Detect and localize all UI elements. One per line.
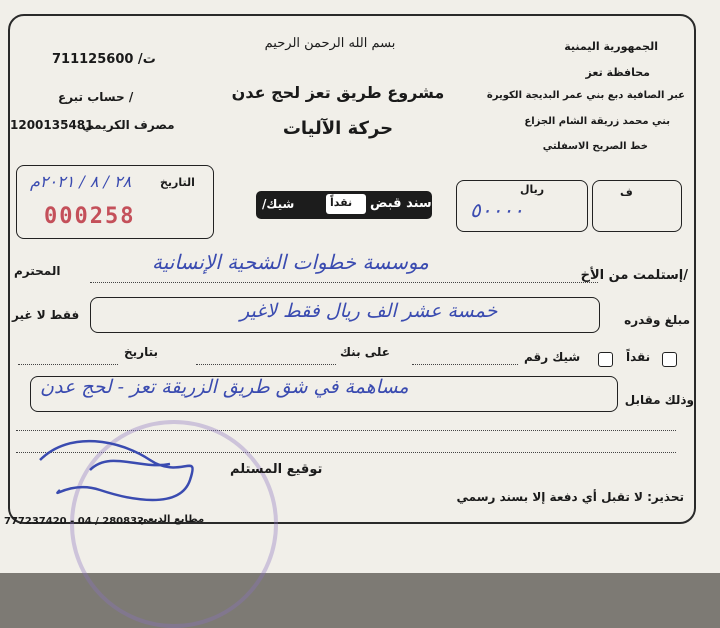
serial-number: 000258	[44, 204, 136, 229]
warning-text: تحذير: لا تقبل أي دفعة إلا بسند رسمي	[456, 490, 684, 504]
country-name: الجمهورية اليمنية	[564, 40, 658, 53]
account-number: 1200135481	[10, 118, 94, 132]
route-line-2: بني محمد زريقة الشام الجزاع	[524, 116, 670, 127]
bank-name: مصرف الكريمي	[82, 118, 175, 132]
purpose-label: وذلك مقابل	[624, 393, 694, 407]
project-subtitle: حركة الآليات	[282, 118, 394, 139]
cash-checkbox[interactable]	[662, 352, 677, 367]
route-line-1: عبر الصافية دبع بني عمر البديجة الكويرة	[486, 90, 685, 101]
received-from-value: موسسة خطوات الشحية الإنسانية	[152, 250, 429, 274]
date-label: التاريخ	[160, 176, 195, 189]
receipt-title: سند قبض	[370, 196, 432, 211]
cheque-date-label: بتاريخ	[124, 345, 158, 359]
riyal-label: ريال	[520, 183, 545, 196]
cheque-no-line	[412, 364, 518, 365]
date-value: ٢٨ / ٨ / ٢٠٢١م	[30, 172, 132, 191]
signature	[30, 420, 230, 520]
only-label: فقط لا غير	[12, 308, 80, 322]
amount-figures: ٥٠٠٠٠	[470, 198, 524, 222]
fils-label: ف	[620, 186, 633, 199]
account-label: حساب تبرع /	[58, 90, 134, 104]
fils-box	[592, 180, 682, 232]
printer-name: مطابع الدبعي	[138, 514, 205, 525]
cheque-no-label: شيك رقم	[524, 350, 581, 364]
respected-label: المحترم	[14, 264, 61, 278]
governorate: محافظة تعز	[585, 66, 650, 79]
route-line-3: خط الصريح الاسفلتي	[542, 141, 648, 152]
cheque-tag-label: /شيك	[262, 197, 295, 211]
printer-phones: 777237420 - 04 / 280832	[4, 516, 145, 527]
cash-option-label: نقداً	[626, 350, 651, 364]
received-from-label: إستلمت من الأخ/	[580, 268, 688, 283]
cheque-date-line	[18, 364, 118, 365]
purpose-value: مساهمة في شق طريق الزريقة تعز - لحج عدن	[40, 376, 409, 398]
bank-line	[196, 364, 336, 365]
amount-words-label: مبلغ وقدره	[624, 313, 690, 327]
basmala: بسم الله الرحمن الرحيم	[264, 36, 396, 51]
received-from-line	[90, 282, 598, 283]
cash-tag-label: نقداً	[330, 196, 353, 209]
amount-words-value: خمسة عشر الف ريال فقط لاغير	[240, 300, 498, 322]
bank-label: على بنك	[340, 345, 390, 359]
cheque-checkbox[interactable]	[598, 352, 613, 367]
project-name: مشروع طريق تعز لحج عدن	[231, 83, 445, 102]
phone-number: 711125600 /ت	[52, 52, 156, 67]
signature-label: توقيع المستلم	[230, 462, 323, 477]
